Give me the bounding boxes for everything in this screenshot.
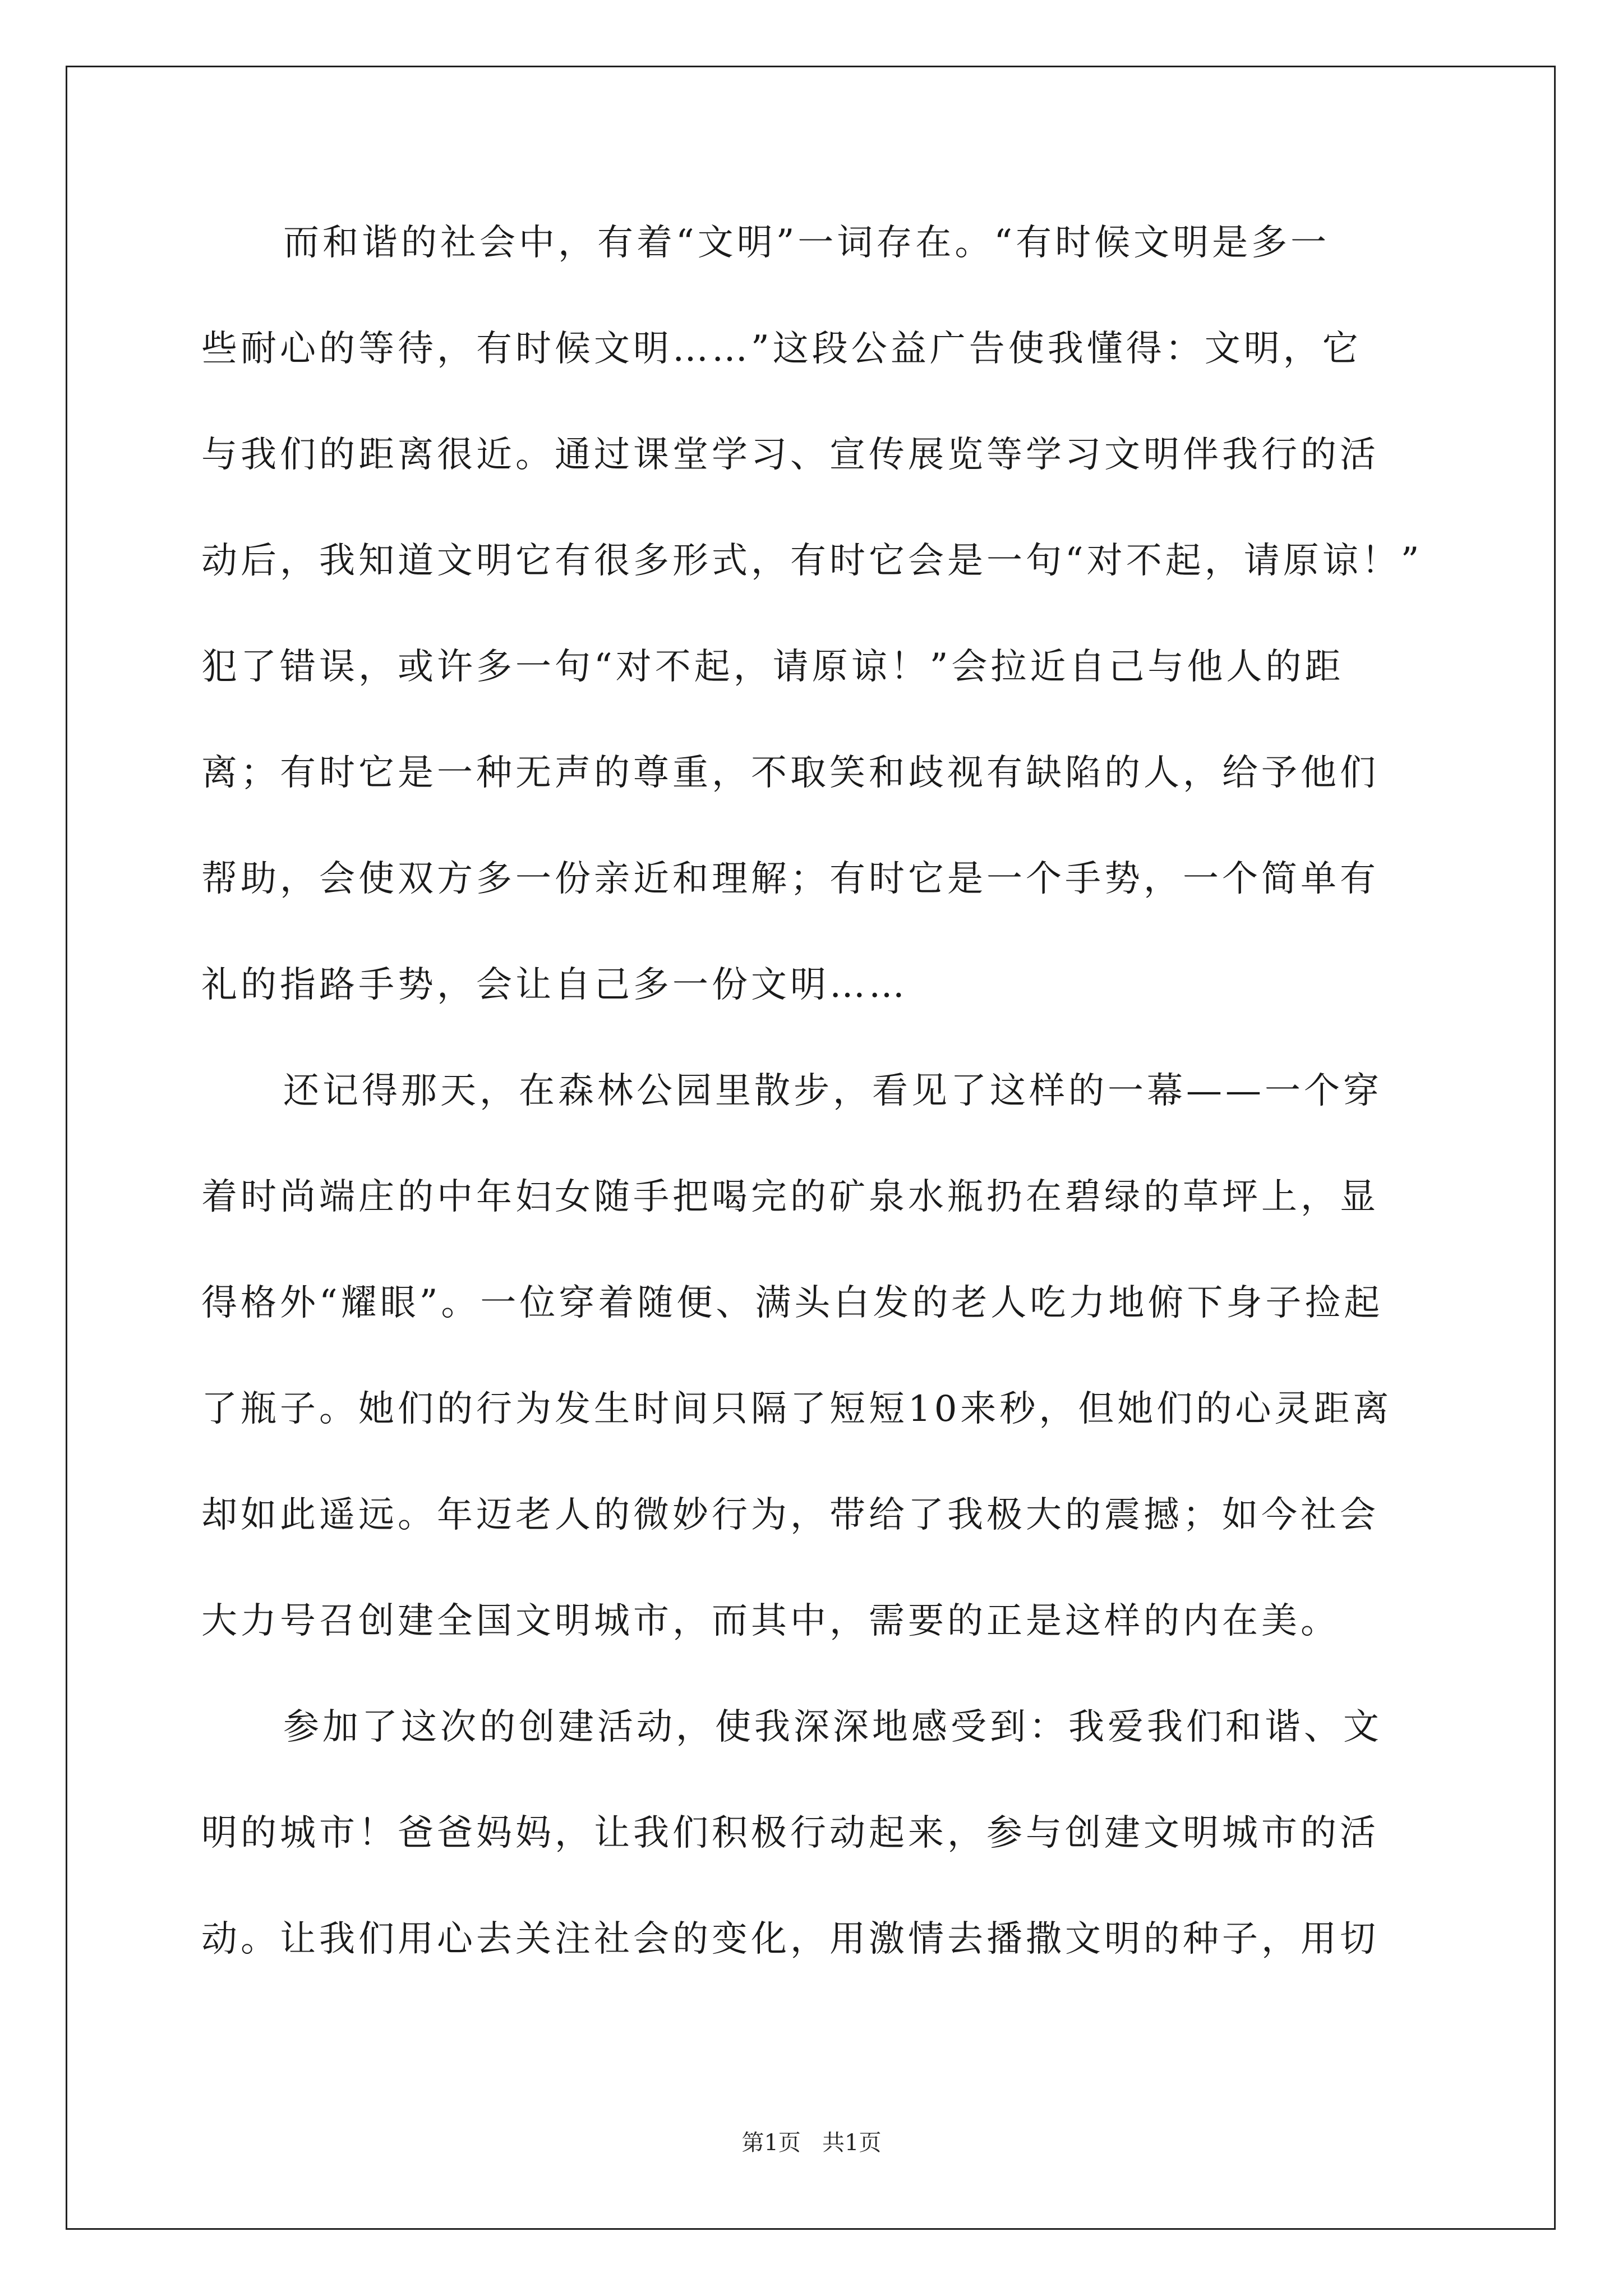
text-line: 礼的指路手势，会让自己多一份文明……	[201, 964, 908, 1006]
text-line: 与我们的距离很近。通过课堂学习、宣传展览等学习文明伴我行的活	[201, 434, 1379, 476]
text-line: 动。让我们用心去关注社会的变化，用激情去播撒文明的种子，用切	[201, 1918, 1379, 1960]
document-body	[201, 209, 1430, 2012]
text-line: 些耐心的等待，有时候文明……”这段公益广告使我懂得：文明，它	[201, 328, 1362, 370]
text-line: 参加了这次的创建活动，使我深深地感受到：我爱我们和谐、文	[283, 1706, 1382, 1748]
text-line: 帮助，会使双方多一份亲近和理解；有时它是一个手势，一个简单有	[201, 858, 1379, 900]
text-line: 动后，我知道文明它有很多形式，有时它会是一句“对不起，请原谅！”	[201, 540, 1423, 582]
text-line: 而和谐的社会中，有着“文明”一词存在。“有时候文明是多一	[283, 222, 1330, 264]
text-line: 着时尚端庄的中年妇女随手把喝完的矿泉水瓶扔在碧绿的草坪上，显	[201, 1176, 1379, 1218]
text-line: 大力号召创建全国文明城市，而其中，需要的正是这样的内在美。	[201, 1600, 1340, 1642]
text-line: 了瓶子。她们的行为发生时间只隔了短短10来秒，但她们的心灵距离	[201, 1388, 1393, 1430]
text-line: 离；有时它是一种无声的尊重，不取笑和歧视有缺陷的人，给予他们	[201, 752, 1379, 794]
text-line: 犯了错误，或许多一句“对不起，请原谅！”会拉近自己与他人的距	[201, 646, 1344, 688]
text-line: 得格外“耀眼”。一位穿着随便、满头白发的老人吃力地俯下身子捡起	[201, 1282, 1384, 1324]
page-number-footer: 第1页 共1页	[741, 2130, 882, 2156]
text-line: 明的城市！爸爸妈妈，让我们积极行动起来，参与创建文明城市的活	[201, 1812, 1379, 1854]
text-line: 却如此遥远。年迈老人的微妙行为，带给了我极大的震撼；如今社会	[201, 1494, 1379, 1536]
text-line: 还记得那天，在森林公园里散步，看见了这样的一幕——一个穿	[283, 1070, 1382, 1112]
